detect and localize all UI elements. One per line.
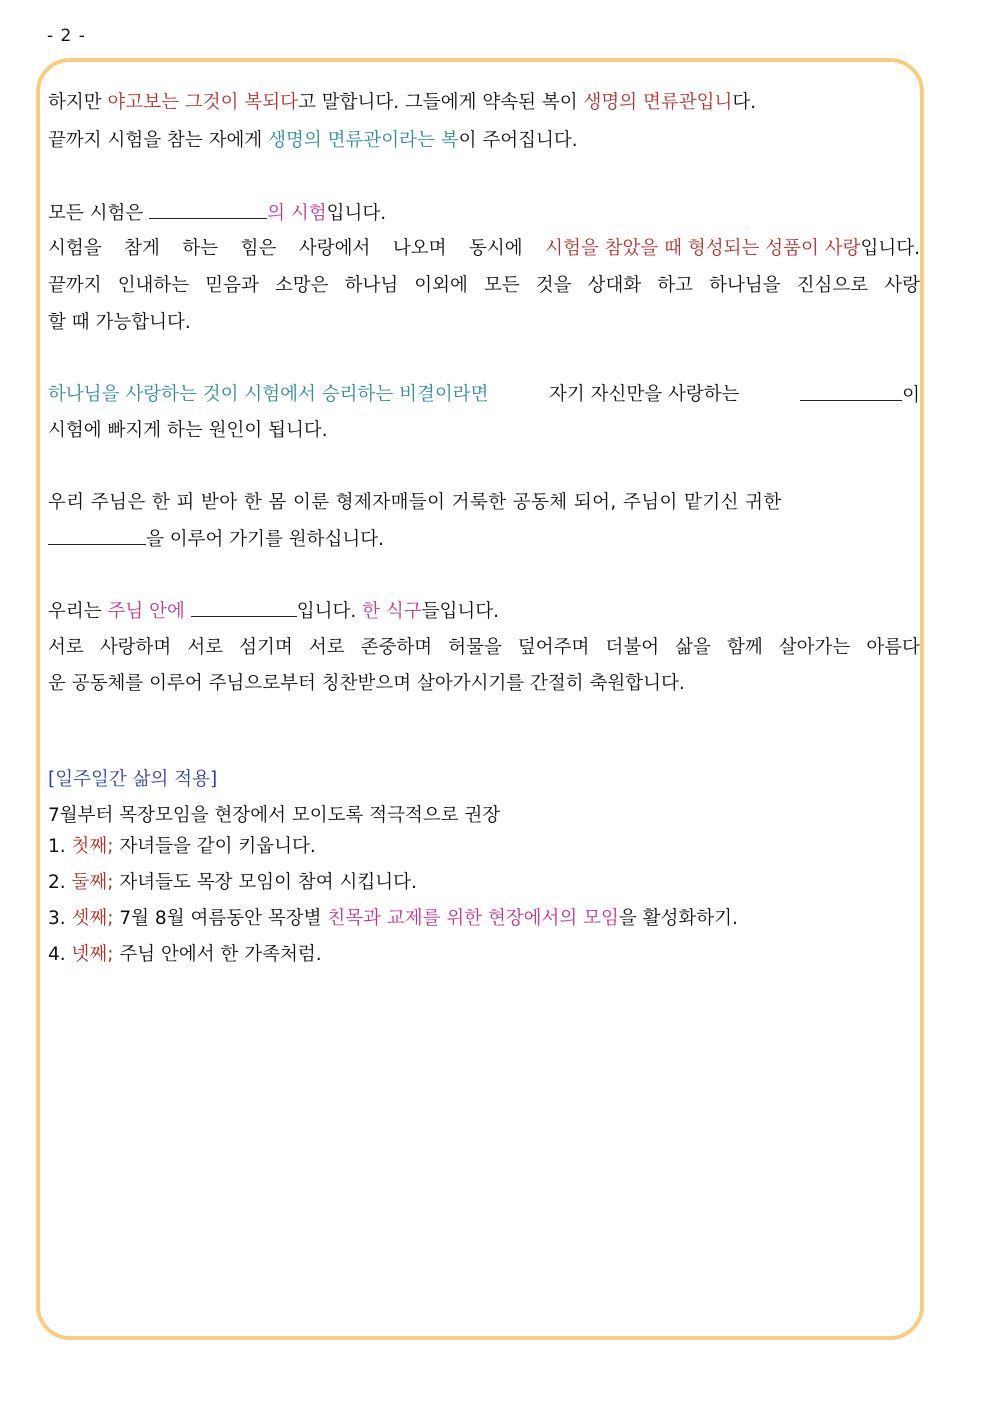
text-line (48, 598, 499, 624)
fill-in-blank (48, 526, 146, 545)
application-intro: 7월부터 목장모임을 현장에서 모이도록 적극적으로 권장 (48, 805, 501, 826)
text-run: 하지만 (48, 92, 108, 113)
list-key: 넷째; (71, 944, 114, 965)
highlight-text: 한 식구 (362, 601, 422, 622)
highlight-text: 생명의 면류관입니 (583, 92, 733, 113)
text-word: 믿음과 (205, 275, 259, 296)
text-run: 나오며 (392, 238, 447, 259)
text-run: 우리는 (48, 601, 108, 622)
highlight-text: 시험을 참았을 때 형성되는 성품이 사랑 (545, 238, 861, 259)
text-line (48, 273, 920, 299)
list-text: 을 활성화하기. (618, 908, 738, 929)
text-run: 다. (732, 92, 757, 113)
text-line (48, 200, 386, 226)
text-run: 들입니다. (421, 601, 500, 622)
application-heading: [일주일간 삶의 적용] (48, 769, 218, 790)
text-word: 진심으로 (796, 275, 869, 296)
text-word: 끝까지 (48, 275, 102, 296)
list-item (48, 942, 322, 968)
text-word: 하나님을 (709, 275, 781, 296)
text-run: 동시에 (468, 238, 523, 259)
text-word: 인내하는 (117, 275, 190, 296)
fill-in-blank (149, 200, 267, 219)
text-line (48, 526, 384, 552)
page-number: - 2 - (47, 26, 86, 46)
list-number: 4. (48, 944, 72, 965)
list-number: 1. (48, 836, 72, 857)
list-text: 자녀들을 같이 키웁니다. (113, 836, 316, 857)
text-line: 할 때 가능합니다. (48, 312, 191, 333)
text-word: 함께 (726, 637, 763, 658)
text-word: 존중하며 (360, 637, 433, 658)
text-word: 하나님 (344, 275, 399, 296)
text-run: 이 주어집니다. (458, 130, 578, 151)
list-text: 자녀들도 목장 모임이 참여 시킵니다. (113, 872, 417, 893)
text-word: 삶을 (675, 637, 711, 658)
text-run: 이 (902, 385, 920, 406)
text-line (48, 90, 756, 116)
fill-in-blank (800, 382, 902, 401)
text-run: 입니다. (860, 238, 920, 259)
text-word: 허물을 (448, 637, 502, 658)
text-run: 끝까지 시험을 참는 자에게 (48, 130, 269, 151)
text-run: 힘은 (240, 238, 277, 259)
text-word: 서로 (48, 637, 84, 658)
text-word: 서로 (308, 637, 345, 658)
text-word: 하고 (657, 275, 694, 296)
highlight-text: 생명의 면류관이라는 복 (268, 130, 459, 151)
text-run: 고 말합니다. 그들에게 약속된 복이 (297, 92, 584, 113)
text-word: 상대화 (587, 275, 642, 296)
text-word: 사랑 (884, 275, 920, 296)
list-item (48, 834, 316, 860)
list-key: 첫째; (71, 836, 114, 857)
list-text: 7월 8월 여름동안 목장별 (113, 908, 328, 929)
text-run: 입니다. (326, 203, 387, 224)
text-run: 입니다. (296, 601, 363, 622)
list-item (48, 906, 738, 932)
list-text: 주님 안에서 한 가족처럼. (113, 944, 322, 965)
text-word: 살아가는 (778, 637, 851, 658)
text-line (48, 128, 578, 154)
text-run: 하는 (182, 238, 219, 259)
text-word: 더불어 (605, 637, 660, 658)
text-word: 아름다 (866, 637, 920, 658)
text-run: 시험을 (48, 238, 102, 259)
text-run: 자기 자신만을 사랑하는 (549, 384, 740, 405)
text-run: 을 이루어 가기를 원하십니다. (146, 529, 384, 550)
text-word: 소망은 (274, 275, 329, 296)
list-number: 3. (48, 908, 72, 929)
highlight-text: 주님 안에 (107, 601, 185, 622)
text-word: 모든 (483, 275, 520, 296)
text-word: 이외에 (414, 275, 468, 296)
text-run: 참게 (124, 238, 160, 259)
text-word: 섬기며 (239, 637, 293, 658)
fill-in-blank (191, 598, 297, 617)
text-line (48, 236, 920, 262)
text-run: 모든 시험은 (48, 203, 150, 224)
list-number: 2. (48, 872, 72, 893)
text-line: 우리 주님은 한 피 받아 한 몸 이룬 형제자매들이 거룩한 공동체 되어, 주님이 맡기신 귀한 (48, 492, 782, 513)
highlight-text: 하나님을 사랑하는 것이 시험에서 승리하는 비결이라면 (48, 384, 489, 405)
text-line (48, 382, 920, 408)
highlight-text: 야고보는 그것이 복되다 (107, 92, 298, 113)
text-word: 서로 (187, 637, 224, 658)
highlight-text: 친목과 교제를 위한 현장에서의 모임 (327, 908, 619, 929)
text-line: 시험에 빠지게 하는 원인이 됩니다. (48, 420, 328, 441)
list-key: 둘째; (71, 872, 114, 893)
highlight-text: 의 시험 (267, 203, 327, 224)
list-item (48, 870, 417, 896)
list-key: 셋째; (71, 908, 114, 929)
text-word: 사랑하며 (99, 637, 172, 658)
text-line: 운 공동체를 이루어 주님으로부터 칭찬받으며 살아가시기를 간절히 축원합니다. (48, 673, 685, 694)
text-line (48, 635, 920, 661)
text-run: 사랑에서 (298, 238, 371, 259)
text-word: 것을 (535, 275, 572, 296)
text-word: 덮어주며 (517, 637, 590, 658)
